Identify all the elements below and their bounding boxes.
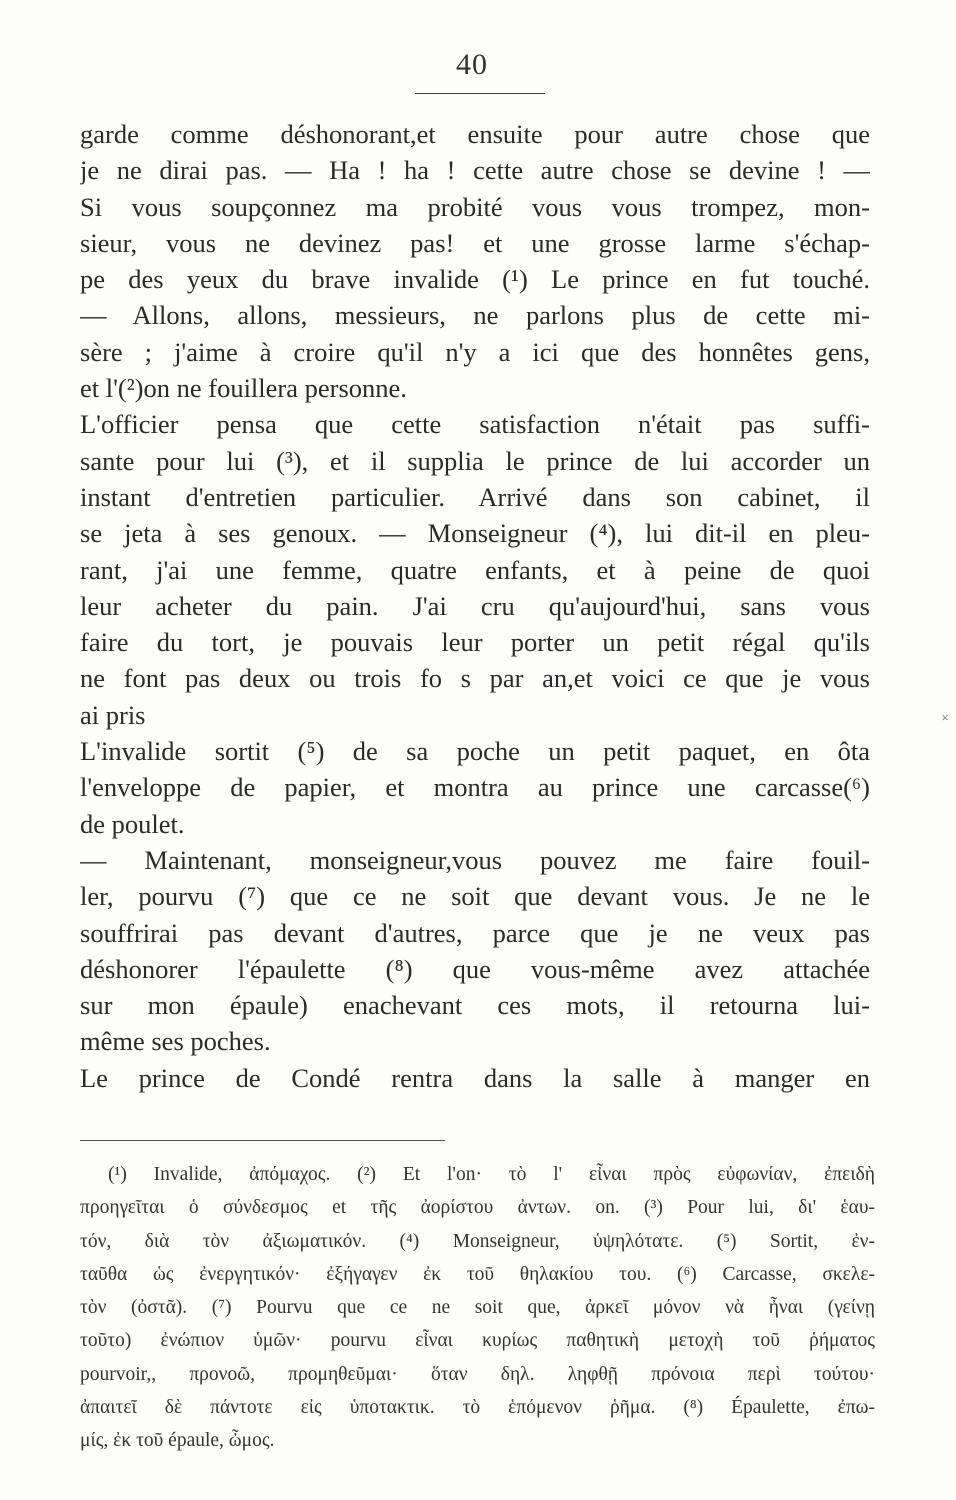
text-line: Le prince de Condé rentra dans la salle à manger en [80,1062,870,1093]
footnote-line: τόν, διὰ τὸν ἀξιωματικόν. (⁴) Monseigneur, ὑψηλότατε. (⁵) Sortit, ἐν- [80,1230,875,1252]
text-line: L'invalide sortit (⁵) de sa poche un petit paquet, en ôta [80,736,870,767]
text-line: Si vous soupçonnez ma probité vous vous trompez, mon- [80,191,870,222]
text-line: ai pris [80,699,146,730]
footnotes [80,1158,875,1458]
footnote-line: τοῦτο) ἐνώπιον ὑμῶν· pourvu εἶναι κυρίως παθητικὴ μετοχὴ τοῦ ῥήματος [80,1330,875,1352]
text-line: se jeta à ses genoux. — Monseigneur (⁴), lui dit-il en pleu- [80,518,870,549]
text-line: — Maintenant, monseigneur,vous pouvez me faire fouil- [80,844,870,875]
text-line: instant d'entretien particulier. Arrivé dans son cabinet, il [80,481,870,512]
footnote-line: pourvoir,, προνοῶ, προμηθεῦμαι· ὅταν δηλ. ληφθῇ πρόνοια περὶ τούτου· [80,1363,875,1385]
text-line: même ses poches. [80,1026,271,1057]
page-number: 40 [456,48,488,81]
text-line: garde comme déshonorant,et ensuite pour autre chose que [80,119,870,149]
text-line: de poulet. [80,808,185,839]
text-line: sante pour lui (³), et il supplia le prince de lui accorder un [80,445,870,476]
text-line: — Allons, allons, messieurs, ne parlons plus de cette mi- [80,300,870,331]
footnote-line: μίς, ἐκ τοῦ épaule, ὦμος. [80,1430,275,1452]
text-line: je ne dirai pas. — Ha ! ha ! cette autre chose se devine ! — [80,155,870,186]
text-line: et l'(²)on ne fouillera personne. [80,373,407,404]
text-line: faire du tort, je pouvais leur porter un petit régal qu'ils [80,627,870,658]
margin-speck: ˟ [942,713,949,730]
text-line: leur acheter du pain. J'ai cru qu'aujourd'hui, sans vous [80,590,870,621]
body-text [80,116,870,1096]
footnote-line: ταῦθα ὡς ἐνεργητικόν· ἐξήγαγεν ἐκ τοῦ θηλακίου του. (⁶) Carcasse, σκελε- [80,1263,875,1285]
header-rule [415,93,545,94]
text-line: L'officier pensa que cette satisfaction n'était pas suffi- [80,409,870,440]
text-line: sur mon épaule) enachevant ces mots, il retourna lui- [80,990,870,1021]
footnote-line: ἀπαιτεῖ δὲ πάντοτε εἰς ὑποτακτικ. τὸ ἑπόμενον ῥῆμα. (⁸) Épaulette, ἐπω- [80,1397,875,1419]
text-line: pe des yeux du brave invalide (¹) Le prince en fut touché. [80,264,870,295]
text-line: sère ; j'aime à croire qu'il n'y a ici que des honnêtes gens, [80,336,870,367]
footnote-line: προηγεῖται ὁ σύνδεσμος et τῆς ἀορίστου ἀντων. on. (³) Pour lui, δι' ἑαυ- [80,1197,875,1219]
footnote-rule [80,1140,445,1141]
text-line: l'enveloppe de papier, et montra au prince une carcasse(⁶) [80,772,870,803]
footnote-line: τὸν (ὀστᾶ). (⁷) Pourvu que ce ne soit que, ἀρκεῖ μόνον νὰ ἦναι (γείνῃ [80,1297,875,1319]
text-line: sieur, vous ne devinez pas! et une grosse larme s'échap- [80,227,870,258]
text-line: déshonorer l'épaulette (⁸) que vous-même avez attachée [80,953,870,984]
text-line: ne font pas deux ou trois fo s par an,et voici ce que je vous [80,663,870,694]
text-line: souffrirai pas devant d'autres, parce que je ne veux pas [80,917,870,948]
footnote-line: (¹) Invalide, ἀπόμαχος. (²) Et l'on· τὸ l' εἶναι πρὸς εὐφωνίαν, ἐπειδὴ [108,1164,875,1185]
text-line: rant, j'ai une femme, quatre enfants, et à peine de quoi [80,554,870,585]
text-line: ler, pourvu (⁷) que ce ne soit que devant vous. Je ne le [80,881,870,912]
